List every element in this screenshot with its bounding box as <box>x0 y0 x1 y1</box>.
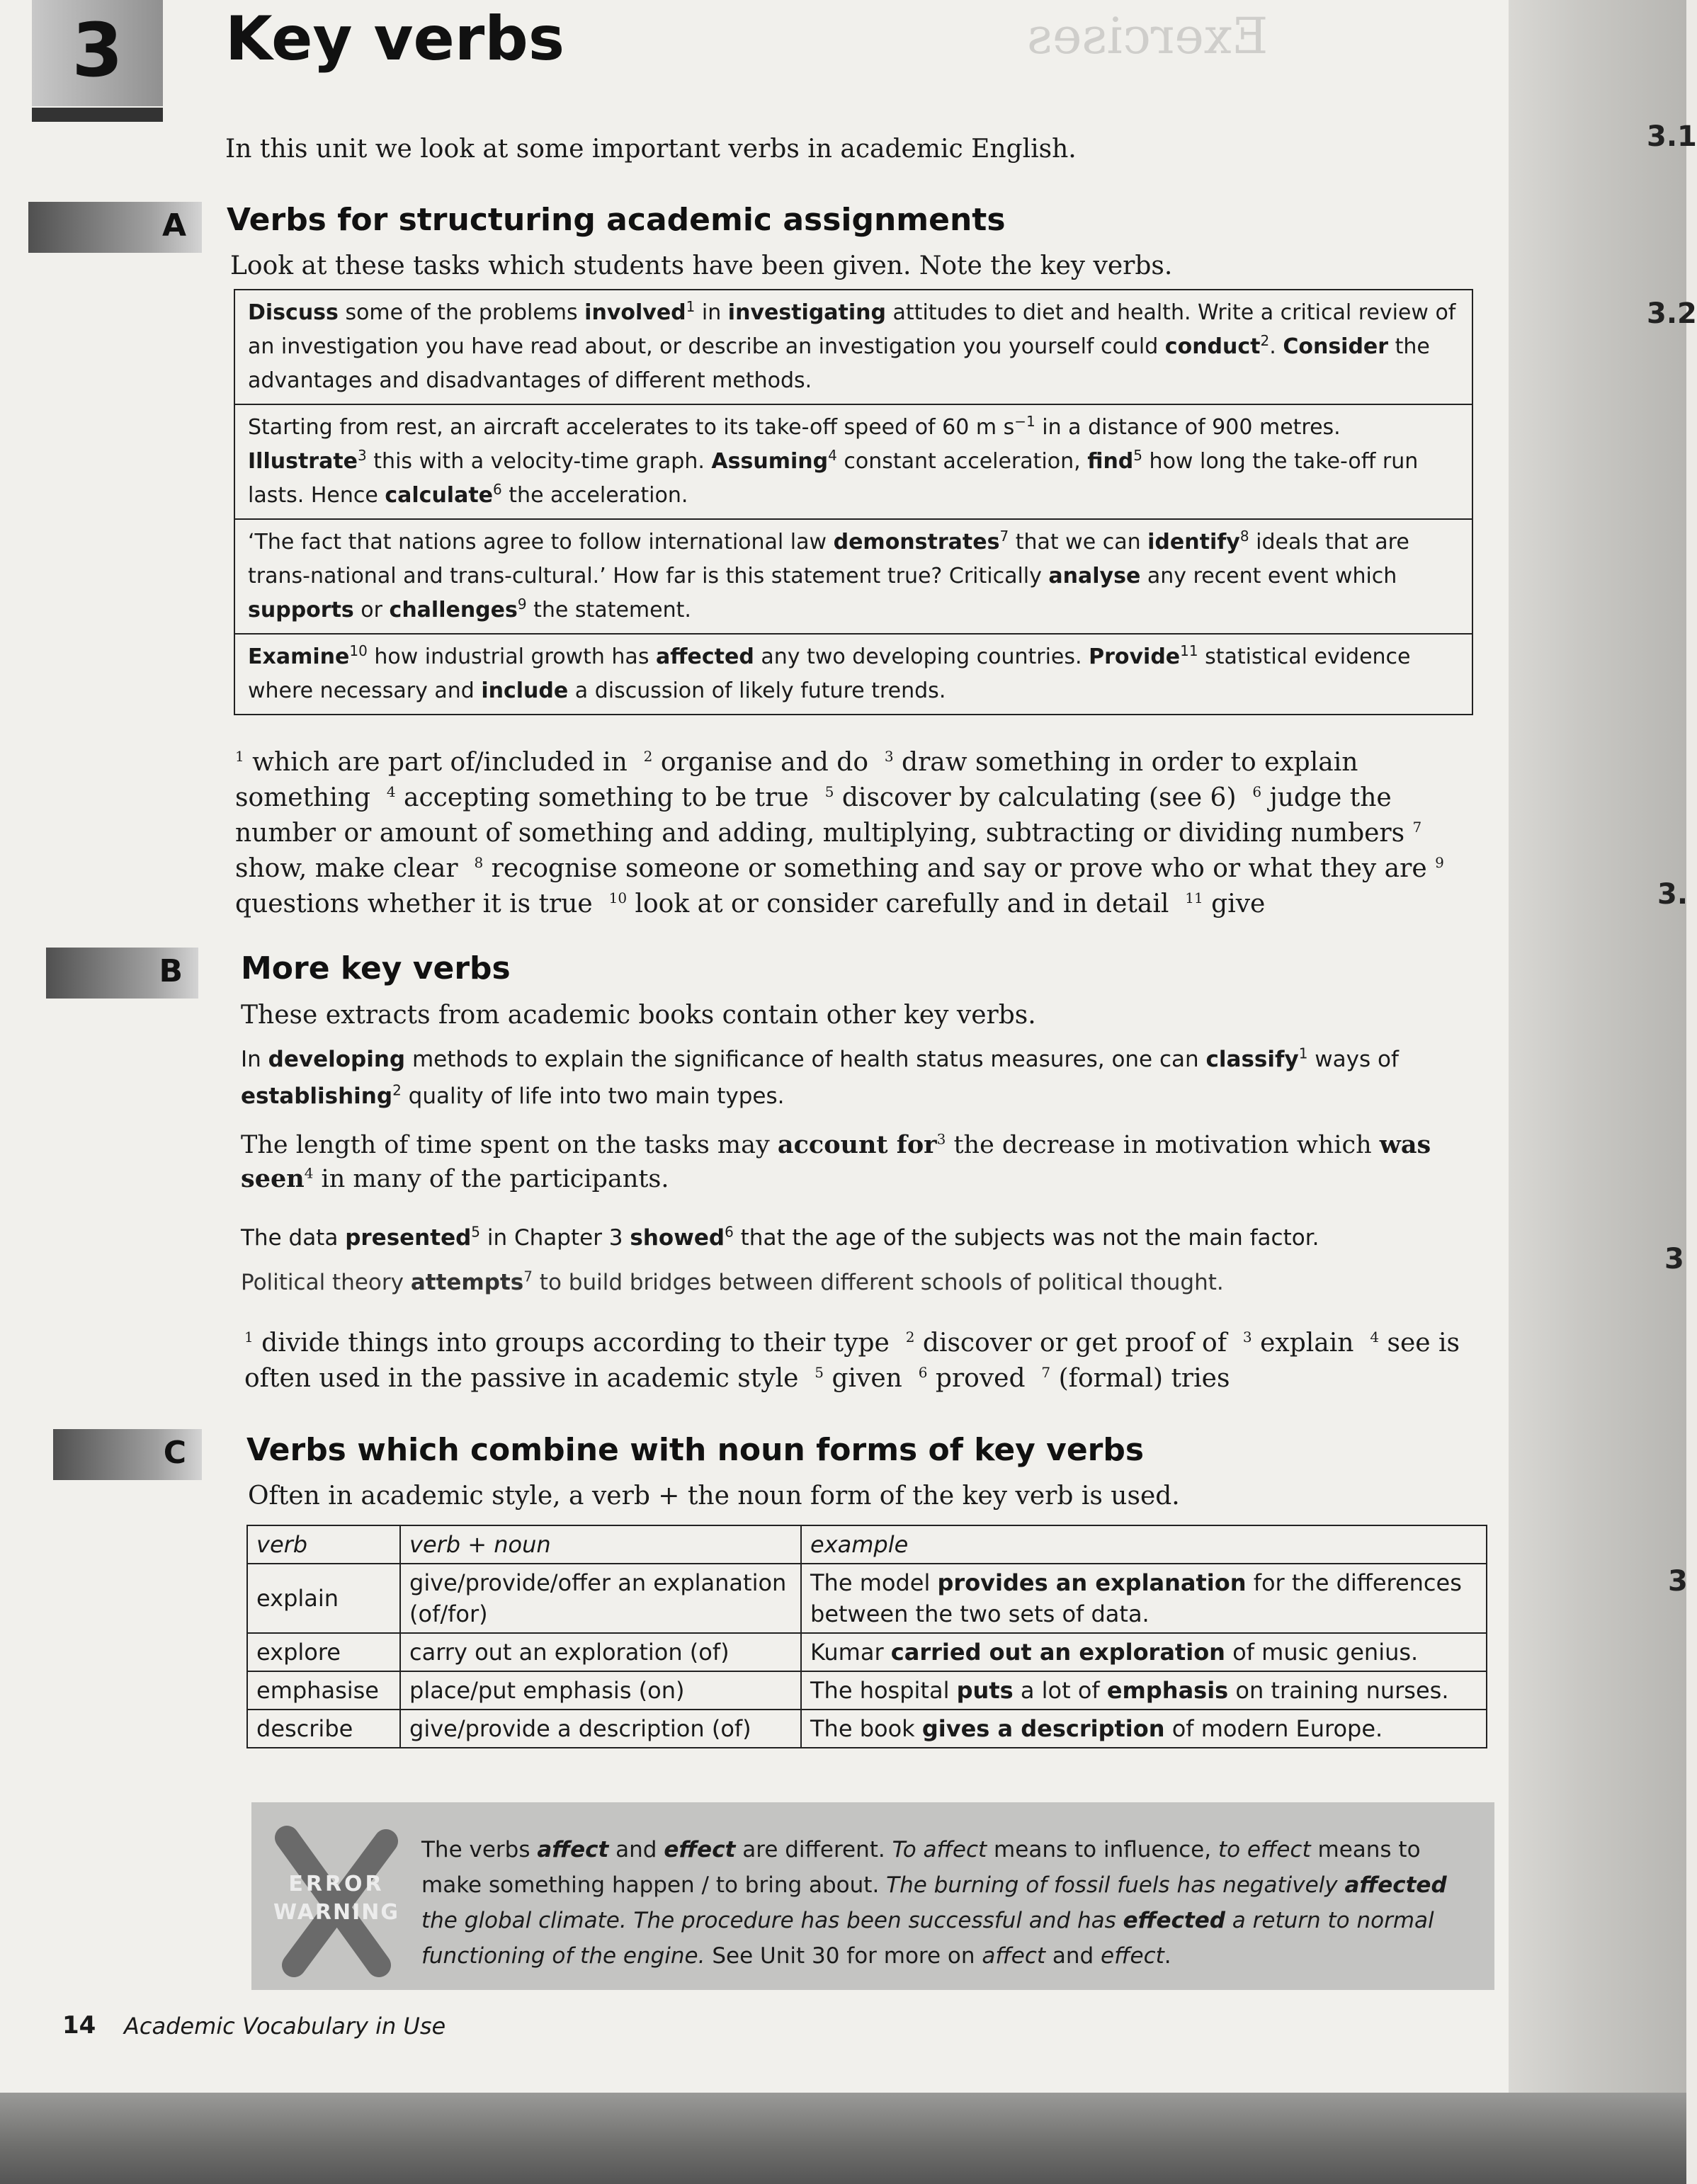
table-row <box>247 1671 1487 1710</box>
section-b-glossary: $^1$ divide things into groups according to their type $^2$ discover or get proof of $^3$ explain $^4$ see is often used in the passive in academic style $^5$ given $^6$ proved $^7$ (formal) tries <box>244 1329 1460 1393</box>
table-cell: explain <box>247 1564 400 1633</box>
section-c-lead: Often in academic style, a verb + the noun form of the key verb is used. <box>248 1481 1180 1511</box>
table-cell: explore <box>247 1633 400 1671</box>
section-c-letter: C <box>163 1435 186 1471</box>
error-warning-label: WARNING <box>273 1900 400 1925</box>
section-a-heading: Verbs for structuring academic assignments <box>227 202 1006 238</box>
extract-item: In developing methods to explain the significance of health status measures, one can classify$^1$ ways of establishing$^2$ quality of life into two main types. <box>241 1045 1399 1109</box>
section-a-tab <box>28 202 202 253</box>
section-b-letter: B <box>159 953 183 989</box>
extract-item: The data presented$^5$ in Chapter 3 showed$^6$ that the age of the subjects was not the main factor. <box>241 1223 1319 1251</box>
facing-page-label: 3. <box>1657 878 1689 911</box>
page-shadow <box>0 2093 1686 2184</box>
task-item: Examine$^{10}$ how industrial growth has affected any two developing countries. Provide$^{11}$ statistical evidence where necessary and include a discussion of likely future trends. <box>248 642 1411 703</box>
table-cell: emphasise <box>247 1671 400 1710</box>
table-cell: The hospital puts a lot of emphasis on training nurses. <box>801 1671 1487 1710</box>
verb-noun-table <box>246 1525 1487 1748</box>
facing-page-label: 3.2 <box>1647 297 1697 330</box>
section-a-lead: Look at these tasks which students have been given. Note the key verbs. <box>230 251 1173 280</box>
table-cell: The book gives a description of modern Europe. <box>801 1710 1487 1748</box>
table-cell: Kumar carried out an exploration of music genius. <box>801 1633 1487 1671</box>
task-item: Discuss some of the problems involved$^1$ in investigating attitudes to diet and health. Write a critical review of an investigation you have read about, or describe an investigation you yourself could conduct$^2$. Consider the advantages and disadvantages of different methods. <box>235 290 1472 405</box>
page-title: Key verbs <box>225 4 565 74</box>
table-cell: describe <box>247 1710 400 1748</box>
unit-number: 3 <box>72 7 123 93</box>
table-row <box>247 1633 1487 1671</box>
error-warning-icon <box>266 1824 407 1972</box>
section-b-lead: These extracts from academic books contain other key verbs. <box>241 1001 1036 1030</box>
error-warning-box <box>251 1802 1494 1990</box>
table-header-cell: verb + noun <box>400 1525 801 1564</box>
intro-text: In this unit we look at some important verbs in academic English. <box>225 135 1077 164</box>
facing-page-label: 3 <box>1664 1243 1684 1275</box>
section-a-letter: A <box>161 207 186 244</box>
task-item: ‘The fact that nations agree to follow international law demonstrates$^7$ that we can identify$^8$ ideals that are trans-national and trans-cultural.’ How far is this statement true? Critically analyse any recent event which supports or challenges$^9$ the statement. <box>235 520 1472 635</box>
error-warning-text: The verbs affect and effect are different. To affect means to influence, to effect means to make something happen / to bring about. The burning of fossil fuels has negatively affected the global climate. The procedure has been successful and has effected a return to normal functioning of the engine. See Unit 30 for more on affect and effect. <box>421 1837 1447 1969</box>
unit-number-box <box>32 0 163 106</box>
extract-item: The length of time spent on the tasks may account for$^3$ the decrease in motivation which was seen$^4$ in many of the participants. <box>241 1130 1431 1193</box>
table-header-row <box>247 1525 1487 1564</box>
bleed-through-text: Exercises <box>1027 7 1269 65</box>
page-number: 14 <box>62 2011 96 2040</box>
book-title: Academic Vocabulary in Use <box>124 2013 446 2040</box>
table-row <box>247 1564 1487 1633</box>
table-cell: give/provide/offer an explanation (of/for) <box>400 1564 801 1633</box>
table-cell: carry out an exploration (of) <box>400 1633 801 1671</box>
section-c-tab <box>53 1429 202 1480</box>
task-item: Starting from rest, an aircraft accelerates to its take-off speed of 60 m $s^{-1}$ in a distance of 900 metres. Illustrate$^3$ this with a velocity-time graph. Assuming$^4$ constant acceleration, find$^5$ how long the take-off run lasts. Hence calculate$^6$ the acceleration. <box>235 405 1472 520</box>
extract-item: Political theory attempts$^7$ to build bridges between different schools of political thought. <box>241 1268 1224 1295</box>
table-header-cell: example <box>801 1525 1487 1564</box>
table-row <box>247 1710 1487 1748</box>
table-header-cell: verb <box>247 1525 400 1564</box>
facing-page-label: 3 <box>1668 1565 1688 1598</box>
facing-page-edge <box>1509 0 1697 2093</box>
unit-bar <box>32 108 163 122</box>
table-cell: give/provide a description (of) <box>400 1710 801 1748</box>
table-cell: The model provides an explanation for the differences between the two sets of data. <box>801 1564 1487 1633</box>
section-a-glossary: $^1$ which are part of/included in $^2$ organise and do $^3$ draw something in order to explain something $^4$ accepting something to be true $^5$ discover by calculating (see 6) $^6$ judge the number or amount of something and adding, multiplying, subtracting or dividing numbers $^7$ show, make clear $^8$ recognise someone or something and say or prove who or what they are $^9$ questions whether it is true $^{10}$ look at or consider carefully and in detail $^{11}$ give <box>235 748 1444 918</box>
error-warning-label: ERROR <box>288 1872 385 1896</box>
section-c-heading: Verbs which combine with noun forms of key verbs <box>246 1432 1145 1468</box>
table-cell: place/put emphasis (on) <box>400 1671 801 1710</box>
task-box <box>234 289 1473 715</box>
facing-page-label: 3.1 <box>1647 120 1697 153</box>
section-b-heading: More key verbs <box>241 950 511 986</box>
section-b-tab <box>46 948 198 999</box>
